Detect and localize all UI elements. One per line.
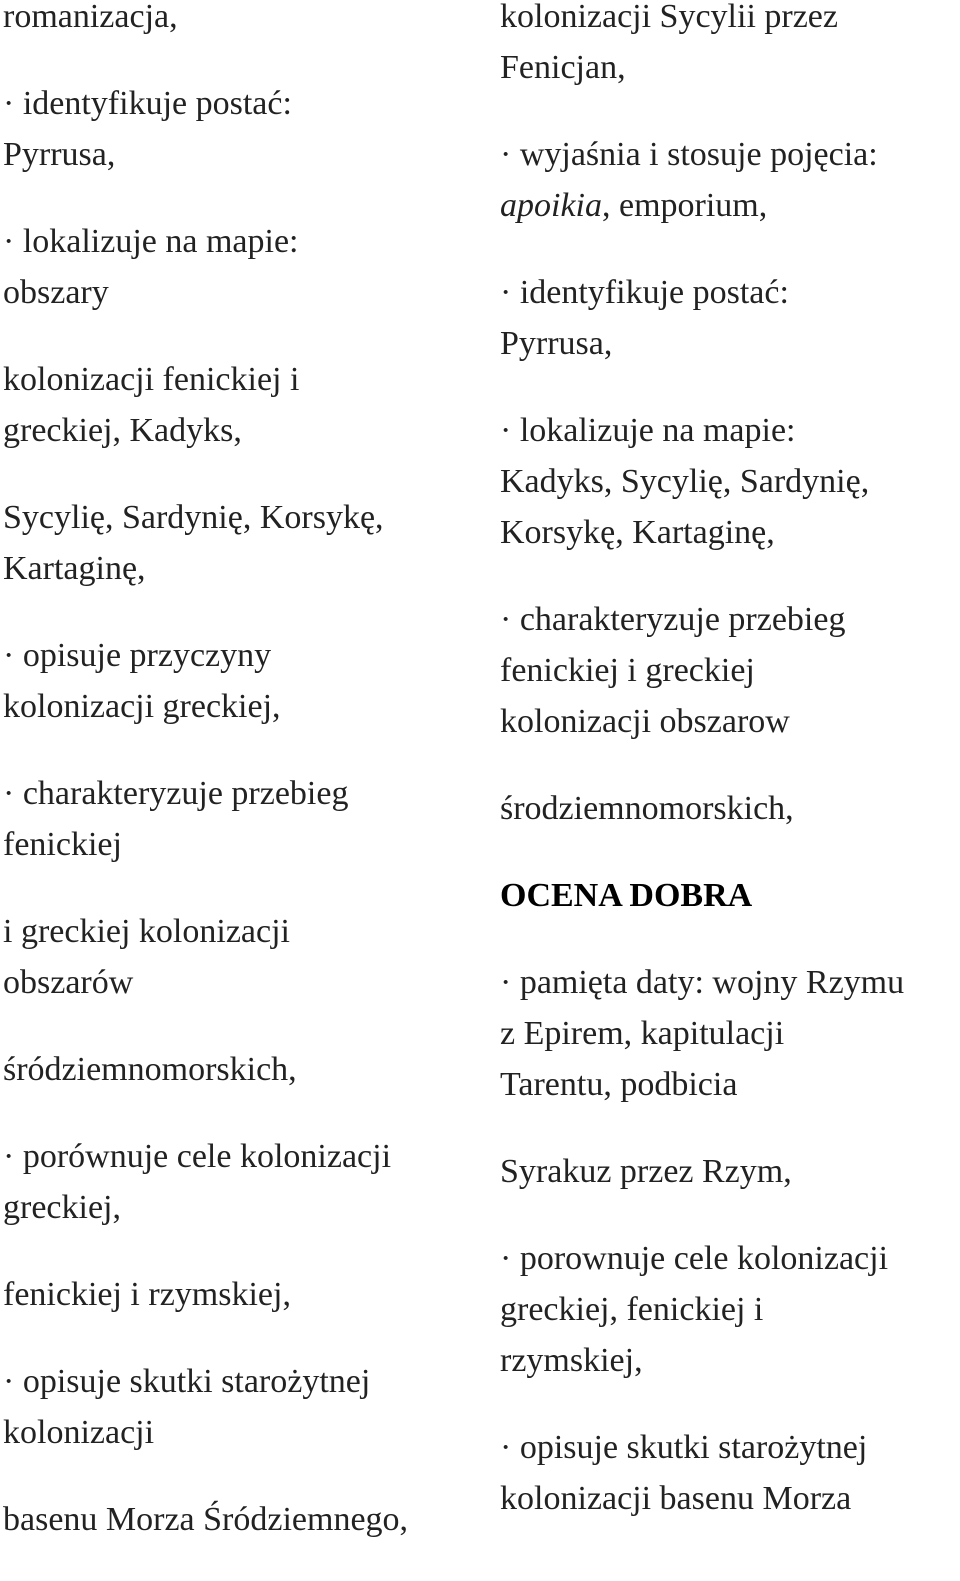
left-paragraph-10 [3,1131,473,1233]
text-line: · identyfikuje postać: [500,274,789,311]
text-line: · wyjaśnia i stosuje pojęcia: [500,136,878,173]
right-paragraph-9 [500,1233,960,1386]
left-paragraph-1 [3,0,473,42]
text-line: kolonizacji greckiej, [3,688,281,725]
left-paragraph-7 [3,768,473,870]
left-paragraph-9 [3,1044,473,1095]
term-apoikia: apoikia [500,187,602,224]
text-line: Tarentu, podbicia [500,1066,738,1103]
text-line: i greckiej kolonizacji [3,913,290,950]
text-line: obszary [3,274,109,311]
text-line: · pamięta daty: wojny Rzymu [500,964,905,1001]
left-paragraph-6 [3,630,473,732]
text-line: · porownuje cele kolonizacji [500,1240,889,1277]
text-line: · opisuje skutki starożytnej [500,1429,868,1466]
right-paragraph-6 [500,783,960,834]
text-line: rzymskiej, [500,1342,643,1379]
text-line: Fenicjan, [500,49,626,86]
text-line: Kartaginę, [3,550,146,587]
text-line: romanizacja, [3,0,178,35]
term-rest: , emporium, [601,187,768,224]
text-line: kolonizacji fenickiej i [3,361,300,398]
left-paragraph-5 [3,492,473,594]
left-paragraph-11 [3,1269,473,1320]
text-line: Pyrrusa, [3,136,116,173]
text-line: fenickiej i greckiej [500,652,755,689]
grade-heading [500,870,960,921]
text-line: · charakteryzuje przebieg [500,601,846,638]
right-paragraph-10 [500,1422,960,1524]
left-paragraph-13 [3,1494,473,1545]
right-paragraph-4 [500,405,960,558]
right-paragraph-7 [500,957,960,1110]
text-line: kolonizacji Sycylii przez [500,0,838,35]
text-line: Sycylię, Sardynię, Korsykę, [3,499,384,536]
text-line: środziemnomorskich, [500,790,794,827]
text-line: · lokalizuje na mapie: [500,412,796,449]
right-paragraph-8 [500,1146,960,1197]
text-line: greckiej, fenickiej i [500,1291,764,1328]
left-column [3,0,473,1581]
left-paragraph-12 [3,1356,473,1458]
text-line: śródziemnomorskich, [3,1051,297,1088]
text-line: kolonizacji [3,1414,155,1451]
text-line: greckiej, [3,1189,121,1226]
text-line: kolonizacji obszarow [500,703,790,740]
text-line: · charakteryzuje przebieg [3,775,349,812]
text-line: Syrakuz przez Rzym, [500,1153,792,1190]
text-line: kolonizacji basenu Morza [500,1480,852,1517]
right-paragraph-1 [500,0,960,93]
left-paragraph-8 [3,906,473,1008]
left-paragraph-2 [3,78,473,180]
text-line: basenu Morza Śródziemnego, [3,1501,409,1538]
text-line: · lokalizuje na mapie: [3,223,299,260]
text-line: obszarów [3,964,134,1001]
text-line: · identyfikuje postać: [3,85,292,122]
text-line: · opisuje przyczyny [3,637,272,674]
left-paragraph-3 [3,216,473,318]
heading-text: OCENA DOBRA [500,877,753,914]
text-line: Korsykę, Kartaginę, [500,514,775,551]
text-line: fenickiej [3,826,122,863]
right-column [500,0,960,1560]
right-paragraph-2 [500,129,960,231]
right-paragraph-3 [500,267,960,369]
text-line: fenickiej i rzymskiej, [3,1276,291,1313]
text-line: Kadyks, Sycylię, Sardynię, [500,463,870,500]
text-line: · porównuje cele kolonizacji [3,1138,392,1175]
text-line: z Epirem, kapitulacji [500,1015,785,1052]
left-paragraph-4 [3,354,473,456]
text-line [500,180,960,231]
text-line: Pyrrusa, [500,325,613,362]
right-paragraph-5 [500,594,960,747]
text-line: · opisuje skutki starożytnej [3,1363,371,1400]
text-line: greckiej, Kadyks, [3,412,242,449]
